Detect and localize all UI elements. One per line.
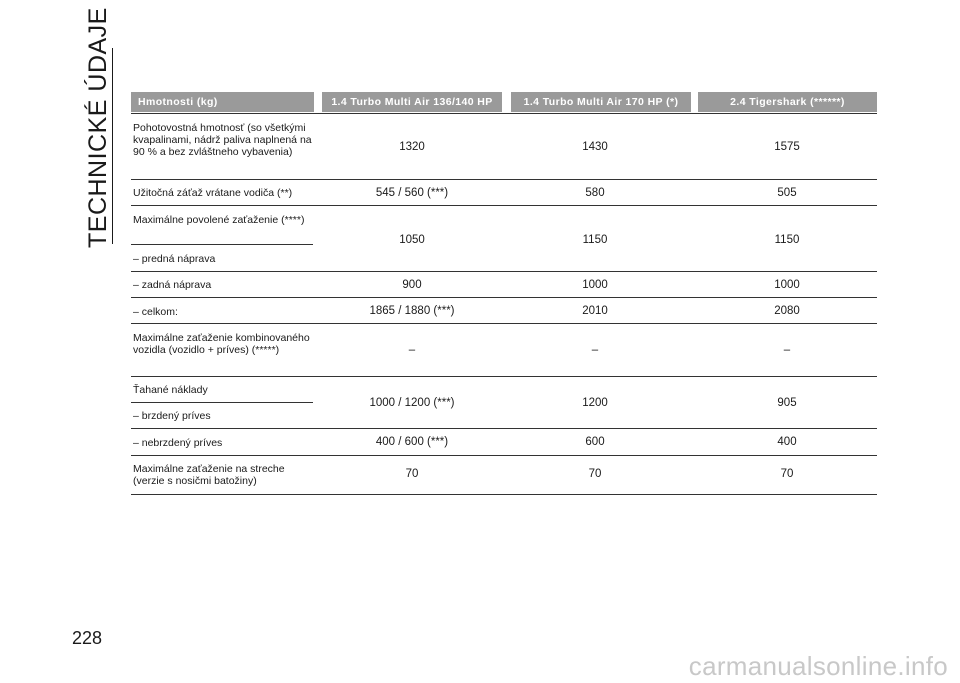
row-label: Pohotovostná hmotnosť (so všetkými kvapalinami, nádrž paliva naplnená na 90 % a bez zvláštneho vybavenia) [133, 122, 312, 158]
row-label: – celkom: [133, 306, 178, 318]
row-rule [131, 455, 877, 456]
cell-value: 70 [588, 468, 602, 480]
row-rule [131, 494, 877, 495]
row-sub-label: – brzdený príves [133, 410, 211, 422]
row-rule [131, 205, 877, 206]
row-rule [131, 297, 877, 298]
page-number: 228 [72, 628, 103, 648]
cell-value: 580 [585, 187, 605, 199]
header-engine-1: 1.4 Turbo Multi Air 136/140 HP [322, 92, 502, 112]
sub-rule [131, 244, 313, 245]
row-sub-label: – predná náprava [133, 253, 216, 265]
row-rule [131, 323, 877, 324]
header-weights: Hmotnosti (kg) [131, 92, 314, 112]
cell-value: 600 [585, 436, 605, 448]
header-engine-3: 2.4 Tigershark (******) [698, 92, 877, 112]
cell-value: 70 [780, 468, 794, 480]
row-label: Maximálne zaťaženie na streche (verzie s nosičmi batožiny) [133, 463, 285, 487]
cell-value: 2080 [774, 305, 800, 317]
cell-value: – [783, 344, 791, 356]
section-title: TECHNICKÉ ÚDAJE [84, 7, 112, 248]
cell-value: 1000 / 1200 (***) [369, 397, 455, 409]
section-title-rule [112, 48, 113, 244]
row-rule [131, 271, 877, 272]
cell-value: 1200 [582, 397, 608, 409]
row-rule [131, 428, 877, 429]
row-label: Ťahané náklady [133, 384, 208, 396]
row-label: Užitočná záťaž vrátane vodiča (**) [133, 187, 293, 199]
cell-value: 505 [777, 187, 797, 199]
header-engine-2: 1.4 Turbo Multi Air 170 HP (*) [511, 92, 691, 112]
cell-value: 400 [777, 436, 797, 448]
row-rule [131, 376, 877, 377]
cell-value: 1000 [774, 279, 800, 291]
row-label: Maximálne povolené zaťaženie (****) [133, 214, 305, 226]
sub-rule [131, 402, 313, 403]
cell-value: 1320 [399, 141, 425, 153]
cell-value: 1575 [774, 141, 800, 153]
cell-value: – [408, 344, 416, 356]
cell-value: – [591, 344, 599, 356]
header-rule [131, 113, 877, 114]
row-label: – nebrzdený príves [133, 437, 223, 449]
cell-value: 545 / 560 (***) [375, 187, 449, 199]
cell-value: 400 / 600 (***) [375, 436, 449, 448]
row-label: Maximálne zaťaženie kombinovaného vozidla (vozidlo + príves) (*****) [133, 332, 310, 356]
cell-value: 1150 [774, 234, 800, 246]
row-label: – zadná náprava [133, 279, 212, 291]
watermark: carmanualsonline.info [688, 651, 948, 681]
cell-value: 900 [402, 279, 422, 291]
cell-value: 70 [405, 468, 419, 480]
cell-value: 1865 / 1880 (***) [369, 305, 455, 317]
cell-value: 1000 [582, 279, 608, 291]
cell-value: 1050 [399, 234, 425, 246]
row-rule [131, 179, 877, 180]
cell-value: 2010 [582, 305, 608, 317]
cell-value: 1150 [582, 234, 608, 246]
cell-value: 905 [777, 397, 797, 409]
cell-value: 1430 [582, 141, 608, 153]
